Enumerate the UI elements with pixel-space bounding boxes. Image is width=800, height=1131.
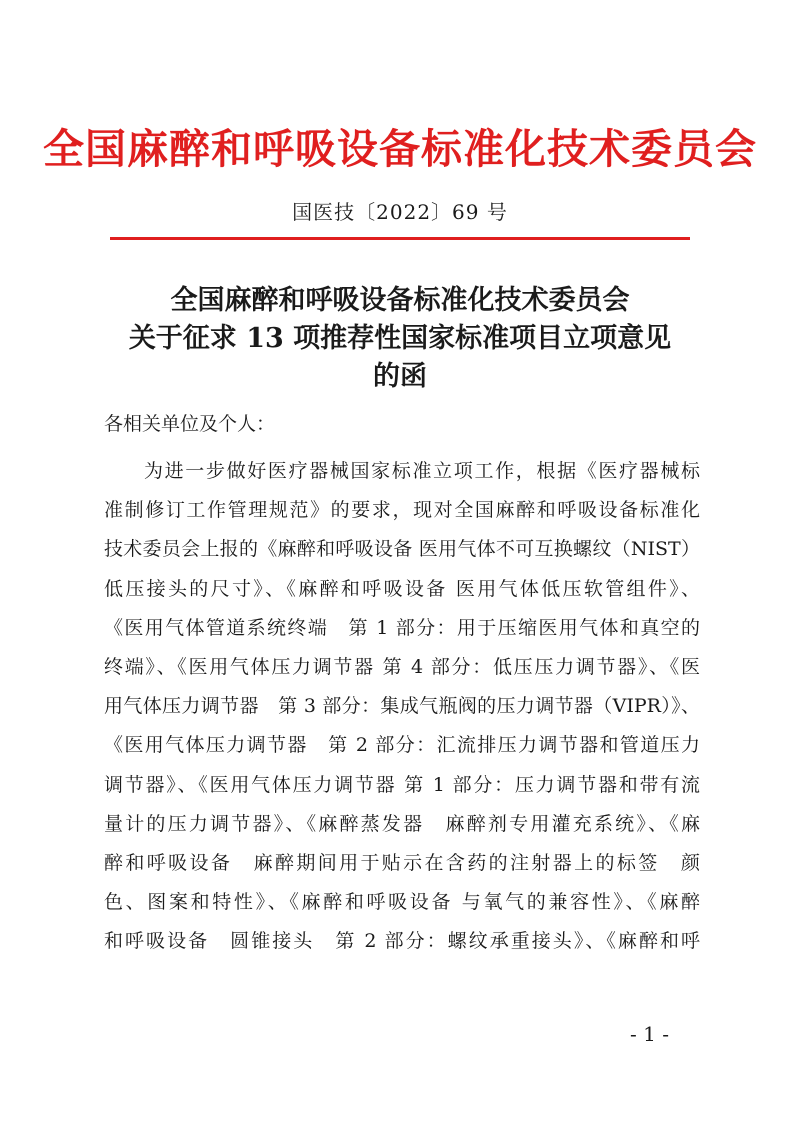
salutation: 各相关单位及个人： bbox=[104, 413, 276, 435]
body-line: 《医用气体管道系统终端 第 1 部分：用于压缩医用气体和真空的 bbox=[104, 616, 700, 639]
document-number: 国医技〔2022〕69 号 bbox=[292, 200, 508, 224]
body-line: 低压接头的尺寸》、《麻醉和呼吸设备 医用气体低压软管组件》、 bbox=[104, 577, 700, 600]
body-line: 准制修订工作管理规范》的要求，现对全国麻醉和呼吸设备标准化 bbox=[104, 499, 700, 522]
red-separator-line bbox=[110, 237, 690, 240]
title-line: 全国麻醉和呼吸设备标准化技术委员会 bbox=[170, 285, 630, 316]
body-paragraph bbox=[104, 452, 700, 961]
body-line: 技术委员会上报的《麻醉和呼吸设备 医用气体不可互换螺纹（NIST） bbox=[104, 538, 700, 561]
document-title bbox=[0, 282, 800, 396]
body-line: 色、图案和特性》、《麻醉和呼吸设备 与氧气的兼容性》、《麻醉 bbox=[104, 891, 700, 914]
title-line: 关于征求 13 项推荐性国家标准项目立项意见 bbox=[128, 323, 672, 354]
body-line: 《医用气体压力调节器 第 2 部分：汇流排压力调节器和管道压力 bbox=[104, 734, 700, 757]
body-line: 用气体压力调节器 第 3 部分：集成气瓶阀的压力调节器（VIPR）》、 bbox=[104, 695, 700, 718]
body-line: 调节器》、《医用气体压力调节器 第 1 部分：压力调节器和带有流 bbox=[104, 773, 700, 796]
body-line: 和呼吸设备 圆锥接头 第 2 部分：螺纹承重接头》、《麻醉和呼 bbox=[104, 930, 700, 953]
page-number: - 1 - bbox=[630, 1022, 669, 1046]
body-line: 为进一步做好医疗器械国家标准立项工作，根据《医疗器械标 bbox=[144, 460, 700, 482]
organization-header: 全国麻醉和呼吸设备标准化技术委员会 bbox=[43, 125, 757, 173]
body-line: 量计的压力调节器》、《麻醉蒸发器 麻醉剂专用灌充系统》、《麻 bbox=[104, 812, 700, 835]
body-line: 醉和呼吸设备 麻醉期间用于贴示在含药的注射器上的标签 颜 bbox=[104, 851, 700, 874]
title-line: 的函 bbox=[373, 361, 427, 392]
body-line: 终端》、《医用气体压力调节器 第 4 部分：低压压力调节器》、《医 bbox=[104, 655, 700, 678]
